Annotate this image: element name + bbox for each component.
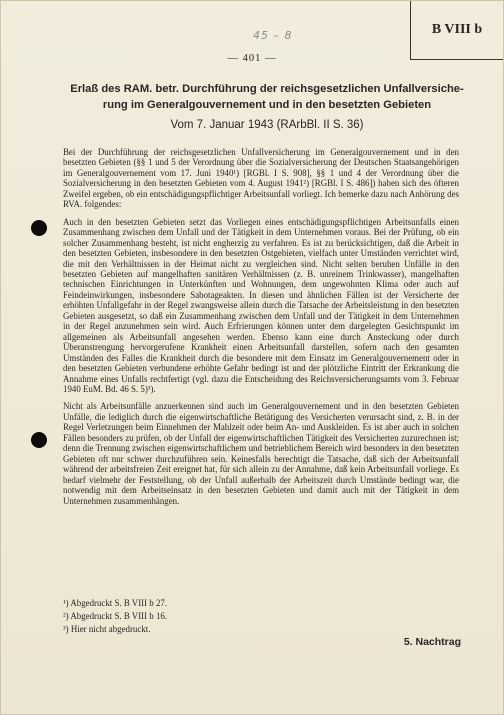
paragraph: Auch in den besetzten Gebieten setzt das Vorliegen eines entschädigungspflichtigen Arbeitsunfalls einen Zusammenhang zwischen dem Unfall und der Tätigkeit in dem Unternehmen voraus. Bei der Prüfung, ob ein solcher Zusammenhang besteht, ist nicht engherzig zu verfahren. Es ist zu berücksichtigen, daß die Arbeit in den besetzten Gebieten, insbesondere in den besetzten Ostgebieten, vielfach unter Umständen verrichtet wird, die mit den Verhältnissen in der Heimat nicht zu vergleichen sind. Nicht selten beruhen Unfälle in den besetzten Gebieten auf mangelhaften sanitären Verhältnissen (z. B. unreinem Trinkwasser), mangelhaften technischen Einrichtungen in Unterkünften und Wohnungen, dem ungewohnten Klima oder auch auf Feindeinwirkungen, insbesondere Sabotageakten. In diesen und ähnlichen Fällen ist der Versicherte der erhöhten Unfallgefahr in der Regel zwangsweise allein durch die Tatsache der Arbeitsleistung in den besetzten Gebieten ausgesetzt, so daß ein Zusammenhang zwischen dem Unfall und der Tätigkeit in dem Unternehmen in der Regel anzunehmen sein wird. Auch Erfrierungen können unter dem dargelegten Gesichtspunkt im allgemeinen als Arbeitsunfall angesehen werden. Ebenso kann eine durch Ansteckung oder durch Überanstrengung hervorgerufene Krankheit einen Arbeitsunfall darstellen, sofern nach den gesamten Umständen des Falles die Krankheit durch die besondere mit dem Einsatz im Generalgouvernement oder in den besetzten Gebieten verbundene erhöhte Gefahr bedingt ist und der plötzliche Eintritt der Erkrankung die Annahme eines Unfalls rechtfertigt (vgl. dazu die Entscheidung des Reichsversicherungsamts vom 3. Februar 1940 EuM. Bd. 46 S. 5)³). [63,216,459,394]
document-body [63,147,459,513]
section-tab: B VIII b [410,1,503,60]
footnotes [63,597,363,636]
title-line-1: Erlaß des RAM. betr. Durchführung der reichsgesetzlichen Unfallversiche- [70,83,464,95]
title-line-2: rung im Generalgouvernement und in den besetzten Gebieten [102,99,432,111]
footnote: ¹) Abgedruckt S. B VIII b 27. [63,598,168,608]
document-title [61,81,473,113]
punch-hole [31,432,47,448]
pencil-note: 45 – 8 [253,29,293,42]
footnote: ²) Abgedruckt S. B VIII b 16. [63,611,168,621]
paragraph: Bei der Durchführung der reichsgesetzlichen Unfallversicherung im Generalgouvernement und in den besetzten Gebieten (§§ 1 und 5 der Verordnung über die Sozialversicherung der Deutschen Staatsangehörigen im Generalgouvernement vom 17. Juni 1940¹) [RGBl. I S. 908], §§ 1 und 4 der Verordnung über die Sozialversicherung in den besetzten Gebieten vom 4. August 1941²) [RGBl. I S. 486]) haben sich des öfteren Zweifel ergeben, ob ein entschädigungspflichtiger Arbeitsunfall vorliegt. Ich bemerke dazu nach Anhörung des RVA. folgendes: [63,147,459,210]
punch-hole [31,220,47,236]
paragraph: Nicht als Arbeitsunfälle anzuerkennen sind auch im Generalgouvernement und in den besetzten Gebieten Unfälle, die lediglich durch die eigenwirtschaftliche Betätigung des Versicherten verursacht sind, z. B. in der Regel Verletzungen beim Einnehmen der Mahlzeit oder beim An- und Auskleiden. Es ist aber auch in solchen Fällen besonders zu prüfen, ob der Unfall der eigenwirtschaftlichen Tätigkeit des Versicherten zuzurechnen ist; denn die Trennung zwischen eigenwirtschaftlichem und betrieblichem Bereich wird besonders in den besetzten Gebieten oft nur schwer durchzuführen sein. Keinesfalls berechtigt die Tatsache, daß sich der Arbeitsunfall während der arbeitsfreien Zeit ereignet hat, für sich allein zu der Annahme, daß kein Arbeitsunfall vorliege. Es bedarf vielmehr der Feststellung, ob der Unfall außerhalb der Arbeitszeit durch Umstände bedingt war, die notwendig mit dem Arbeitseinsatz in den besetzten Gebieten und damit auch mit der Tätigkeit in dem Unternehmen zusammenhängen. [63,401,459,506]
footnote: ³) Hier nicht abgedruckt. [63,624,151,634]
page-number: — 401 — [227,53,277,64]
document-date: Vom 7. Januar 1943 (RArbBl. II S. 36) [170,119,364,131]
supplement-label: 5. Nachtrag [403,636,461,648]
